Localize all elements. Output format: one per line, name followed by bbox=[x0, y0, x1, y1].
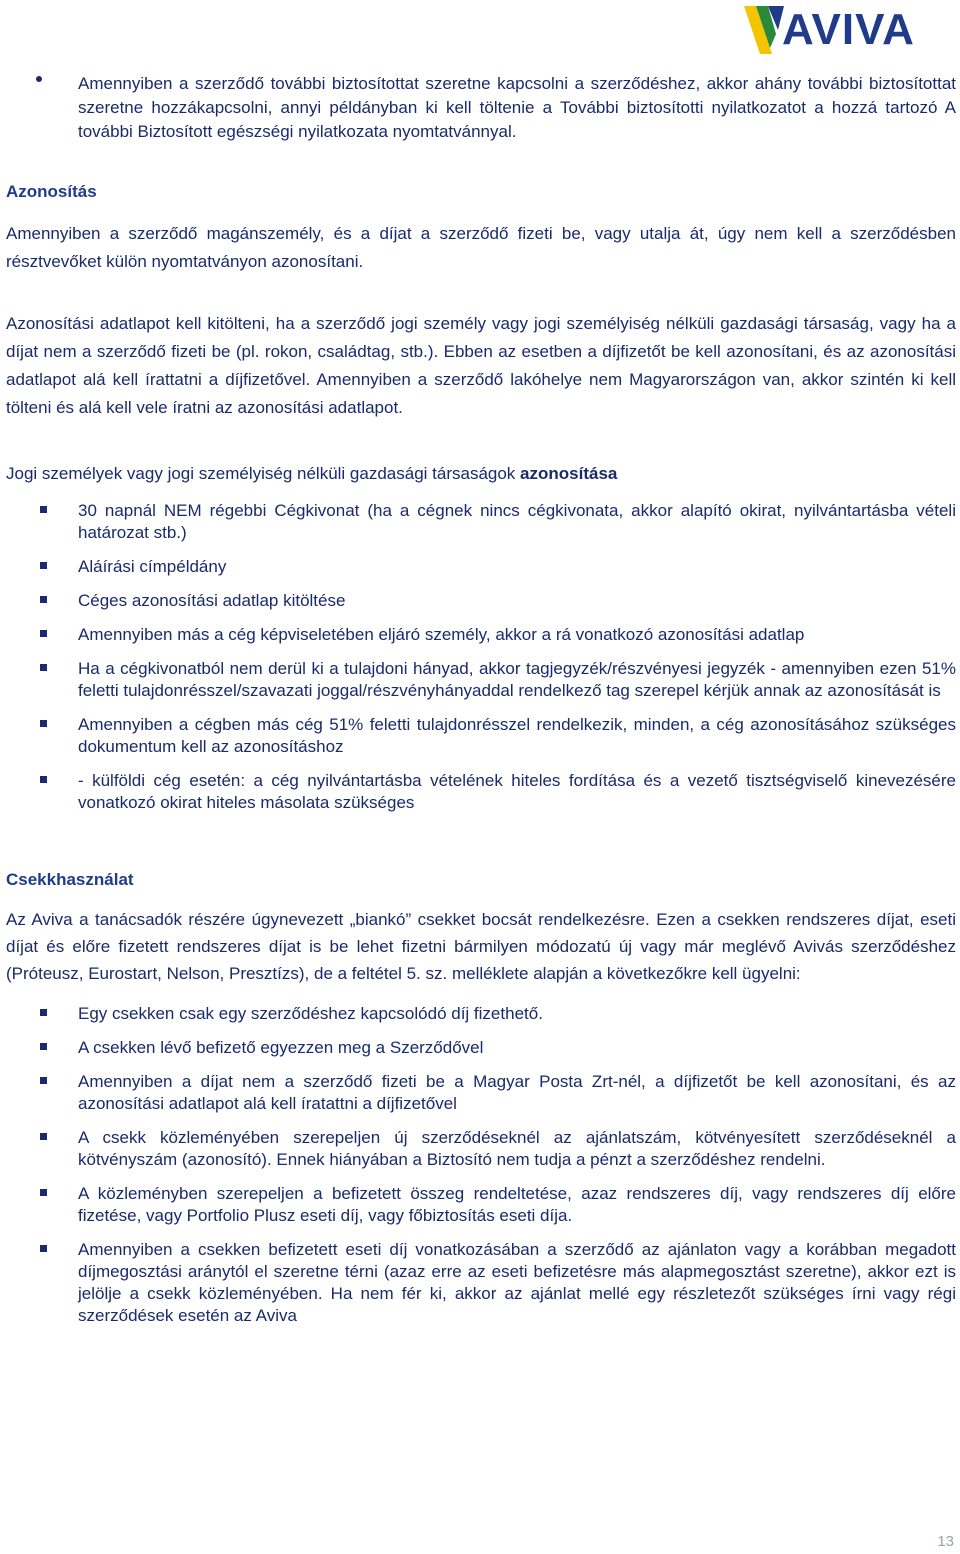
section-heading-azonositas: Azonosítás bbox=[6, 182, 97, 201]
bullet-square-icon bbox=[36, 1183, 78, 1227]
bullet-dot-icon bbox=[36, 72, 78, 144]
aviva-logo-mark-icon bbox=[742, 4, 786, 56]
bullet-square-icon bbox=[36, 1037, 78, 1059]
list-item bbox=[6, 1183, 956, 1227]
bullet-square-icon bbox=[36, 1239, 78, 1327]
bullet-square-icon bbox=[36, 1071, 78, 1115]
bullet-square-icon bbox=[36, 714, 78, 758]
list-item bbox=[6, 1239, 956, 1327]
list-item-text: Aláírási címpéldány bbox=[78, 557, 227, 576]
azonositas-paragraph-1: Amennyiben a szerződő magánszemély, és a díjat a szerződő fizeti be, vagy utalja át, úgy nem kell a szerződésben résztvevőket külön nyomtatványon azonosítani. bbox=[6, 224, 956, 271]
list-item-text: Amennyiben a csekken befizetett eseti díj vonatkozásában a szerződő az ajánlaton vagy a korábban megadott díjmegosztási aránytól el szeretne térni (azaz erre az eseti befizetésre más alapmegosztást szeretne), akkor ezt is jelölje a csekk közleményében. Ha nem fér ki, akkor az ajánlat mellé egy részletezőt szükséges írni vagy régi szerződések esetén az Aviva bbox=[78, 1240, 956, 1325]
azonositas-paragraph-2: Azonosítási adatlapot kell kitölteni, ha a szerződő jogi személy vagy jogi személyiség nélküli gazdasági társaság, vagy ha a díjat nem a szerződő fizeti be (pl. rokon, családtag, stb.). Ebben az esetben a díjfizetőt be kell azonosítani, és az azonosítási adatlapot alá kell írattatni a díjfizetővel. Amennyiben a szerződő lakóhelye nem Magyarországon van, akkor szintén ki kell tölteni és alá kell vele íratni az azonosítási adatlapot. bbox=[6, 314, 956, 417]
list-item bbox=[6, 1071, 956, 1115]
list-item bbox=[6, 1127, 956, 1171]
bullet-square-icon bbox=[36, 658, 78, 702]
intro-text: Amennyiben a szerződő további biztosítottat szeretne kapcsolni a szerződéshez, akkor ahány további biztosítottat szeretne hozzákapcsolni, annyi példányban ki kell töltenie a További biztosítotti nyilatkozatot a hozzá tartozó A további Biztosított egészségi nyilatkozata nyomtatvánnyal. bbox=[78, 74, 956, 141]
list-item-text: - külföldi cég esetén: a cég nyilvántartásba vételének hiteles fordítása és a vezető tisztségviselő kinevezésére vonatkozó okirat hiteles másolata szükséges bbox=[78, 771, 956, 812]
list-item bbox=[6, 500, 956, 544]
list-item bbox=[6, 590, 956, 612]
csekk-paragraph: Az Aviva a tanácsadók részére úgynevezett „biankó” csekket bocsát rendelkezésre. Ezen a csekken rendszeres díjat, eseti díjat és előre fizetett rendszeres díjat is be lehet fizetni bármilyen módozatú új vagy már meglévő Avivás szerződéshez (Próteusz, Eurostart, Nelson, Presztízs), de a feltétel 5. sz. melléklete alapján a következőkre kell ügyelni: bbox=[6, 910, 956, 983]
bullet-square-icon bbox=[36, 1003, 78, 1025]
bullet-square-icon bbox=[36, 1127, 78, 1171]
aviva-logo bbox=[742, 4, 956, 56]
list-item-text: A közleményben szerepeljen a befizetett összeg rendeltetése, azaz rendszeres díj, vagy rendszeres díj előre fizetése, vagy Portfolio Plusz eseti díj, vagy főbiztosítás eseti díja. bbox=[78, 1184, 956, 1225]
bullet-square-icon bbox=[36, 590, 78, 612]
list-item-text: Amennyiben a díjat nem a szerződő fizeti be a Magyar Posta Zrt-nél, a díjfizetőt be kell azonosítani, és az azonosítási adatlapot alá kell íratattni a díjfizetővel bbox=[78, 1072, 956, 1113]
section-heading-csekkhasznalat: Csekkhasználat bbox=[6, 870, 134, 889]
list-item-text: Céges azonosítási adatlap kitöltése bbox=[78, 591, 346, 610]
list-item-text: 30 napnál NEM régebbi Cégkivonat (ha a cégnek nincs cégkivonata, akkor alapító okirat, nyilvántartásba vételi határozat stb.) bbox=[78, 501, 956, 542]
subheading-emphasis: azonosítása bbox=[520, 464, 618, 483]
bullet-square-icon bbox=[36, 500, 78, 544]
subheading-prefix: Jogi személyek vagy jogi személyiség nélküli gazdasági társaságok bbox=[6, 464, 521, 483]
intro-list-item bbox=[6, 72, 956, 144]
list-item bbox=[6, 714, 956, 758]
identification-documents-list bbox=[6, 500, 956, 814]
list-item-text: Ha a cégkivonatból nem derül ki a tulajdoni hányad, akkor tagjegyzék/részvényesi jegyzék - amennyiben ezen 51% feletti tulajdonrésszel/szavazati joggal/részvényhányaddal rendelkező tag szerepel kérjük annak az azonosítását is bbox=[78, 659, 956, 700]
cheque-rules-list bbox=[6, 1003, 956, 1327]
logo-text: AVIVA bbox=[782, 5, 915, 54]
list-item bbox=[6, 770, 956, 814]
bullet-square-icon bbox=[36, 556, 78, 578]
page-number: 13 bbox=[937, 1533, 954, 1550]
subheading-jogi-szemelyek bbox=[6, 462, 956, 486]
list-item-text: Amennyiben más a cég képviseletében eljáró személy, akkor a rá vonatkozó azonosítási adatlap bbox=[78, 625, 805, 644]
list-item bbox=[6, 1037, 956, 1059]
list-item-text: Amennyiben a cégben más cég 51% feletti tulajdonrésszel rendelkezik, minden, a cég azonosításához szükséges dokumentum kell az azonosításhoz bbox=[78, 715, 956, 756]
bullet-square-icon bbox=[36, 624, 78, 646]
list-item bbox=[6, 556, 956, 578]
list-item bbox=[6, 658, 956, 702]
list-item bbox=[6, 1003, 956, 1025]
list-item-text: A csekk közleményében szerepeljen új szerződéseknél az ajánlatszám, kötvényesített szerződéseknél a kötvényszám (azonosító). Ennek hiányában a Biztosító nem tudja a pénzt a szerződéshez rendelni. bbox=[78, 1128, 956, 1169]
bullet-square-icon bbox=[36, 770, 78, 814]
list-item-text: A csekken lévő befizető egyezzen meg a Szerződővel bbox=[78, 1038, 484, 1057]
document-body bbox=[6, 70, 956, 1327]
list-item bbox=[6, 624, 956, 646]
list-item-text: Egy csekken csak egy szerződéshez kapcsolódó díj fizethető. bbox=[78, 1004, 543, 1023]
